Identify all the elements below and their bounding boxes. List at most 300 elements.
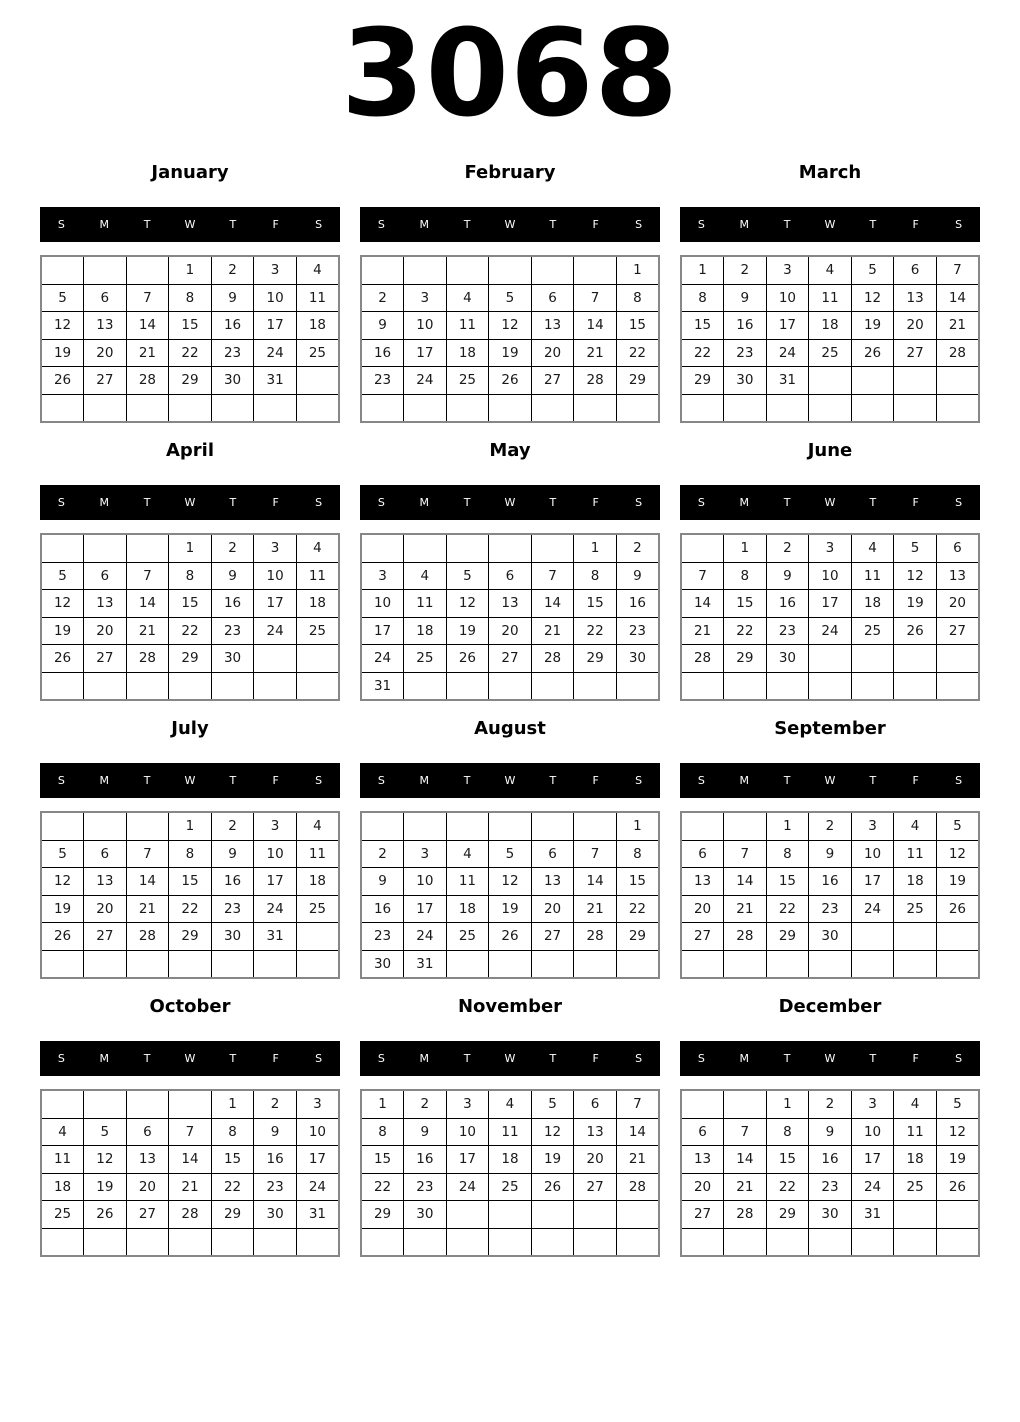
- day-of-week-header-band: [360, 763, 660, 798]
- month-name: September: [774, 718, 886, 739]
- day-of-week-label: S: [635, 774, 643, 787]
- day-cell: 6: [531, 840, 574, 868]
- day-cell: 17: [404, 339, 447, 367]
- day-cell: 6: [84, 840, 127, 868]
- day-cell: 17: [254, 590, 297, 618]
- day-of-week-label: T: [783, 1052, 791, 1065]
- day-cell: 2: [809, 812, 852, 840]
- week-row: [681, 534, 979, 562]
- day-cell: 2: [724, 256, 767, 284]
- empty-day-cell: [404, 256, 447, 284]
- day-cell: 17: [296, 1146, 339, 1174]
- day-of-week-label: S: [955, 1052, 963, 1065]
- empty-day-cell: [489, 534, 532, 562]
- empty-day-cell: [41, 1090, 84, 1118]
- day-cell: 12: [41, 590, 84, 618]
- empty-day-cell: [126, 672, 169, 700]
- day-cell: 4: [809, 256, 852, 284]
- day-cell: 14: [126, 590, 169, 618]
- day-cell: 9: [809, 1118, 852, 1146]
- day-of-week-label: T: [869, 496, 877, 509]
- day-cell: 2: [766, 534, 809, 562]
- empty-day-cell: [84, 672, 127, 700]
- day-of-week-header-band: [360, 207, 660, 242]
- day-cell: 8: [616, 840, 659, 868]
- day-of-week-header-band: [40, 763, 340, 798]
- day-cell: 26: [936, 1173, 979, 1201]
- day-cell: 3: [254, 256, 297, 284]
- day-cell: 19: [41, 895, 84, 923]
- empty-day-cell: [724, 1228, 767, 1256]
- week-row: [361, 534, 659, 562]
- day-cell: 10: [851, 1118, 894, 1146]
- day-cell: 10: [404, 312, 447, 340]
- empty-day-cell: [84, 394, 127, 422]
- week-row: [361, 284, 659, 312]
- day-cell: 5: [894, 534, 937, 562]
- empty-day-cell: [809, 394, 852, 422]
- day-of-week-header-band: [680, 1041, 980, 1076]
- day-cell: 13: [84, 868, 127, 896]
- empty-day-cell: [894, 367, 937, 395]
- empty-day-cell: [296, 950, 339, 978]
- day-cell: 10: [404, 868, 447, 896]
- day-cell: 12: [84, 1146, 127, 1174]
- week-row: [41, 672, 339, 700]
- day-cell: 27: [489, 645, 532, 673]
- empty-day-cell: [361, 534, 404, 562]
- month-april: [40, 441, 340, 701]
- day-of-week-label: W: [824, 1052, 836, 1065]
- day-cell: 2: [361, 284, 404, 312]
- day-of-week-label: T: [229, 1052, 237, 1065]
- day-cell: 31: [766, 367, 809, 395]
- day-of-week-label: T: [463, 1052, 471, 1065]
- week-row: [41, 1090, 339, 1118]
- day-of-week-label: T: [463, 774, 471, 787]
- empty-day-cell: [851, 672, 894, 700]
- day-of-week-label: W: [504, 774, 516, 787]
- day-of-week-label: F: [272, 496, 279, 509]
- week-row: [681, 812, 979, 840]
- month-date-grid: [40, 255, 340, 423]
- day-of-week-label: S: [955, 774, 963, 787]
- week-row: [361, 1090, 659, 1118]
- day-cell: 22: [766, 895, 809, 923]
- day-cell: 22: [616, 339, 659, 367]
- empty-day-cell: [489, 1201, 532, 1229]
- day-of-week-label: M: [99, 1052, 110, 1065]
- day-cell: 15: [211, 1146, 254, 1174]
- week-row: [361, 1173, 659, 1201]
- empty-day-cell: [531, 534, 574, 562]
- day-cell: 4: [296, 256, 339, 284]
- empty-day-cell: [894, 645, 937, 673]
- day-cell: 13: [531, 312, 574, 340]
- empty-day-cell: [84, 812, 127, 840]
- empty-day-cell: [41, 394, 84, 422]
- day-cell: 14: [169, 1146, 212, 1174]
- empty-day-cell: [41, 812, 84, 840]
- empty-day-cell: [894, 950, 937, 978]
- day-of-week-label: S: [635, 218, 643, 231]
- day-cell: 7: [681, 562, 724, 590]
- day-cell: 3: [404, 840, 447, 868]
- day-of-week-label: S: [315, 218, 323, 231]
- empty-day-cell: [41, 534, 84, 562]
- day-cell: 3: [851, 1090, 894, 1118]
- week-row: [361, 367, 659, 395]
- month-date-grid: [360, 811, 660, 979]
- day-cell: 14: [574, 312, 617, 340]
- empty-day-cell: [489, 950, 532, 978]
- day-cell: 16: [766, 590, 809, 618]
- day-cell: 21: [126, 895, 169, 923]
- empty-day-cell: [809, 950, 852, 978]
- day-of-week-label: T: [549, 774, 557, 787]
- day-cell: 20: [84, 339, 127, 367]
- day-cell: 12: [851, 284, 894, 312]
- week-row: [361, 840, 659, 868]
- day-of-week-label: M: [419, 496, 430, 509]
- day-cell: 2: [809, 1090, 852, 1118]
- empty-day-cell: [936, 1201, 979, 1229]
- empty-day-cell: [446, 1228, 489, 1256]
- day-cell: 19: [936, 868, 979, 896]
- day-cell: 12: [936, 840, 979, 868]
- day-cell: 9: [361, 312, 404, 340]
- day-of-week-label: M: [739, 1052, 750, 1065]
- day-cell: 20: [126, 1173, 169, 1201]
- day-of-week-header-band: [680, 485, 980, 520]
- week-row: [41, 590, 339, 618]
- day-cell: 11: [809, 284, 852, 312]
- day-cell: 20: [681, 895, 724, 923]
- day-cell: 18: [296, 590, 339, 618]
- day-cell: 17: [404, 895, 447, 923]
- empty-day-cell: [489, 672, 532, 700]
- week-row: [41, 645, 339, 673]
- day-cell: 20: [936, 590, 979, 618]
- day-cell: 15: [574, 590, 617, 618]
- week-row: [41, 367, 339, 395]
- empty-day-cell: [681, 812, 724, 840]
- week-row: [41, 1201, 339, 1229]
- month-name: April: [165, 440, 215, 461]
- empty-day-cell: [404, 1228, 447, 1256]
- month-date-grid: [680, 811, 980, 979]
- day-of-week-label: M: [99, 774, 110, 787]
- week-row: [361, 1201, 659, 1229]
- day-cell: 7: [616, 1090, 659, 1118]
- day-of-week-label: T: [143, 1052, 151, 1065]
- day-cell: 30: [211, 923, 254, 951]
- day-of-week-label: T: [463, 496, 471, 509]
- empty-day-cell: [531, 256, 574, 284]
- day-cell: 7: [531, 562, 574, 590]
- week-row: [41, 1118, 339, 1146]
- day-cell: 25: [851, 617, 894, 645]
- empty-day-cell: [169, 1228, 212, 1256]
- day-cell: 6: [84, 562, 127, 590]
- empty-day-cell: [616, 1201, 659, 1229]
- day-cell: 28: [126, 923, 169, 951]
- empty-day-cell: [936, 645, 979, 673]
- day-cell: 1: [169, 256, 212, 284]
- day-cell: 2: [211, 812, 254, 840]
- day-cell: 10: [809, 562, 852, 590]
- week-row: [361, 950, 659, 978]
- day-cell: 7: [126, 284, 169, 312]
- day-of-week-label: M: [739, 496, 750, 509]
- month-november: [360, 997, 660, 1257]
- week-row: [361, 868, 659, 896]
- day-cell: 29: [616, 923, 659, 951]
- day-cell: 21: [126, 339, 169, 367]
- month-name: June: [807, 440, 853, 461]
- day-cell: 21: [574, 339, 617, 367]
- empty-day-cell: [851, 394, 894, 422]
- day-cell: 17: [361, 617, 404, 645]
- week-row: [681, 1090, 979, 1118]
- week-row: [681, 1118, 979, 1146]
- day-cell: 3: [296, 1090, 339, 1118]
- empty-day-cell: [724, 1090, 767, 1118]
- day-of-week-label: T: [143, 774, 151, 787]
- day-cell: 18: [446, 339, 489, 367]
- day-cell: 21: [616, 1146, 659, 1174]
- day-cell: 26: [41, 367, 84, 395]
- day-cell: 15: [169, 590, 212, 618]
- month-october: [40, 997, 340, 1257]
- day-of-week-label: F: [272, 218, 279, 231]
- day-cell: 1: [169, 812, 212, 840]
- month-june: [680, 441, 980, 701]
- day-cell: 22: [169, 895, 212, 923]
- day-cell: 13: [681, 1146, 724, 1174]
- day-cell: 30: [211, 367, 254, 395]
- day-cell: 18: [809, 312, 852, 340]
- week-row: [681, 284, 979, 312]
- day-cell: 24: [766, 339, 809, 367]
- day-cell: 13: [681, 868, 724, 896]
- empty-day-cell: [489, 394, 532, 422]
- day-of-week-label: S: [635, 496, 643, 509]
- empty-day-cell: [681, 1228, 724, 1256]
- month-date-grid: [680, 533, 980, 701]
- empty-day-cell: [894, 394, 937, 422]
- day-cell: 5: [936, 812, 979, 840]
- week-row: [361, 812, 659, 840]
- day-cell: 22: [169, 617, 212, 645]
- day-of-week-label: M: [419, 774, 430, 787]
- day-cell: 11: [41, 1146, 84, 1174]
- empty-day-cell: [894, 923, 937, 951]
- empty-day-cell: [936, 367, 979, 395]
- empty-day-cell: [84, 1090, 127, 1118]
- day-of-week-label: M: [99, 496, 110, 509]
- day-cell: 6: [84, 284, 127, 312]
- week-row: [41, 617, 339, 645]
- day-cell: 11: [851, 562, 894, 590]
- empty-day-cell: [936, 1228, 979, 1256]
- day-cell: 1: [361, 1090, 404, 1118]
- day-cell: 7: [574, 840, 617, 868]
- day-cell: 18: [296, 312, 339, 340]
- day-cell: 6: [489, 562, 532, 590]
- day-cell: 7: [724, 1118, 767, 1146]
- day-cell: 21: [574, 895, 617, 923]
- day-cell: 19: [489, 895, 532, 923]
- empty-day-cell: [851, 645, 894, 673]
- day-cell: 28: [126, 367, 169, 395]
- empty-day-cell: [211, 950, 254, 978]
- day-of-week-header-band: [680, 207, 980, 242]
- week-row: [361, 394, 659, 422]
- day-of-week-label: W: [504, 1052, 516, 1065]
- week-row: [681, 590, 979, 618]
- day-cell: 27: [574, 1173, 617, 1201]
- empty-day-cell: [254, 950, 297, 978]
- day-cell: 16: [211, 312, 254, 340]
- empty-day-cell: [936, 950, 979, 978]
- day-cell: 13: [574, 1118, 617, 1146]
- day-cell: 21: [169, 1173, 212, 1201]
- day-cell: 9: [404, 1118, 447, 1146]
- empty-day-cell: [681, 534, 724, 562]
- day-cell: 18: [894, 868, 937, 896]
- day-cell: 19: [41, 339, 84, 367]
- empty-day-cell: [296, 923, 339, 951]
- day-cell: 19: [446, 617, 489, 645]
- week-row: [361, 562, 659, 590]
- day-cell: 16: [211, 590, 254, 618]
- day-cell: 18: [894, 1146, 937, 1174]
- day-of-week-label: T: [783, 774, 791, 787]
- day-of-week-label: W: [184, 1052, 196, 1065]
- day-cell: 14: [936, 284, 979, 312]
- day-cell: 25: [446, 367, 489, 395]
- day-cell: 15: [766, 868, 809, 896]
- week-row: [361, 1146, 659, 1174]
- day-of-week-label: T: [229, 774, 237, 787]
- day-cell: 14: [531, 590, 574, 618]
- day-cell: 27: [681, 923, 724, 951]
- empty-day-cell: [169, 394, 212, 422]
- empty-day-cell: [724, 394, 767, 422]
- week-row: [681, 256, 979, 284]
- day-cell: 11: [446, 312, 489, 340]
- week-row: [41, 394, 339, 422]
- month-july: [40, 719, 340, 979]
- day-cell: 12: [446, 590, 489, 618]
- day-cell: 25: [296, 339, 339, 367]
- day-cell: 27: [84, 367, 127, 395]
- day-of-week-label: T: [549, 1052, 557, 1065]
- empty-day-cell: [574, 950, 617, 978]
- day-cell: 3: [254, 534, 297, 562]
- empty-day-cell: [531, 812, 574, 840]
- week-row: [361, 617, 659, 645]
- day-of-week-label: S: [955, 218, 963, 231]
- day-cell: 16: [616, 590, 659, 618]
- day-cell: 20: [531, 339, 574, 367]
- empty-day-cell: [169, 1090, 212, 1118]
- week-row: [41, 812, 339, 840]
- day-cell: 4: [404, 562, 447, 590]
- empty-day-cell: [531, 1228, 574, 1256]
- day-cell: 4: [894, 1090, 937, 1118]
- day-cell: 23: [211, 895, 254, 923]
- empty-day-cell: [574, 1228, 617, 1256]
- month-name: August: [474, 718, 546, 739]
- day-cell: 22: [211, 1173, 254, 1201]
- day-cell: 29: [169, 367, 212, 395]
- empty-day-cell: [126, 950, 169, 978]
- day-cell: 1: [616, 812, 659, 840]
- day-cell: 2: [211, 256, 254, 284]
- day-cell: 3: [446, 1090, 489, 1118]
- day-cell: 30: [724, 367, 767, 395]
- week-row: [361, 256, 659, 284]
- day-cell: 4: [446, 840, 489, 868]
- day-of-week-label: S: [377, 1052, 385, 1065]
- day-cell: 1: [766, 1090, 809, 1118]
- empty-day-cell: [724, 672, 767, 700]
- day-cell: 16: [254, 1146, 297, 1174]
- day-of-week-label: S: [635, 1052, 643, 1065]
- day-cell: 30: [211, 645, 254, 673]
- day-of-week-label: F: [912, 496, 919, 509]
- empty-day-cell: [531, 394, 574, 422]
- empty-day-cell: [211, 1228, 254, 1256]
- day-cell: 17: [254, 868, 297, 896]
- day-cell: 10: [361, 590, 404, 618]
- day-cell: 11: [894, 1118, 937, 1146]
- day-cell: 2: [254, 1090, 297, 1118]
- day-of-week-label: S: [377, 496, 385, 509]
- day-of-week-label: S: [697, 496, 705, 509]
- day-cell: 17: [254, 312, 297, 340]
- empty-day-cell: [41, 672, 84, 700]
- day-cell: 8: [211, 1118, 254, 1146]
- day-cell: 12: [489, 868, 532, 896]
- week-row: [41, 284, 339, 312]
- empty-day-cell: [446, 812, 489, 840]
- day-cell: 26: [489, 367, 532, 395]
- day-cell: 7: [169, 1118, 212, 1146]
- week-row: [681, 895, 979, 923]
- day-cell: 4: [894, 812, 937, 840]
- day-cell: 26: [531, 1173, 574, 1201]
- week-row: [41, 534, 339, 562]
- empty-day-cell: [41, 1228, 84, 1256]
- day-cell: 9: [254, 1118, 297, 1146]
- day-cell: 7: [126, 840, 169, 868]
- empty-day-cell: [84, 256, 127, 284]
- day-of-week-label: S: [57, 218, 65, 231]
- day-of-week-label: W: [824, 218, 836, 231]
- empty-day-cell: [616, 672, 659, 700]
- day-cell: 9: [211, 284, 254, 312]
- day-cell: 22: [169, 339, 212, 367]
- week-row: [361, 923, 659, 951]
- day-cell: 3: [766, 256, 809, 284]
- day-cell: 1: [211, 1090, 254, 1118]
- day-cell: 15: [169, 312, 212, 340]
- empty-day-cell: [766, 672, 809, 700]
- day-cell: 4: [489, 1090, 532, 1118]
